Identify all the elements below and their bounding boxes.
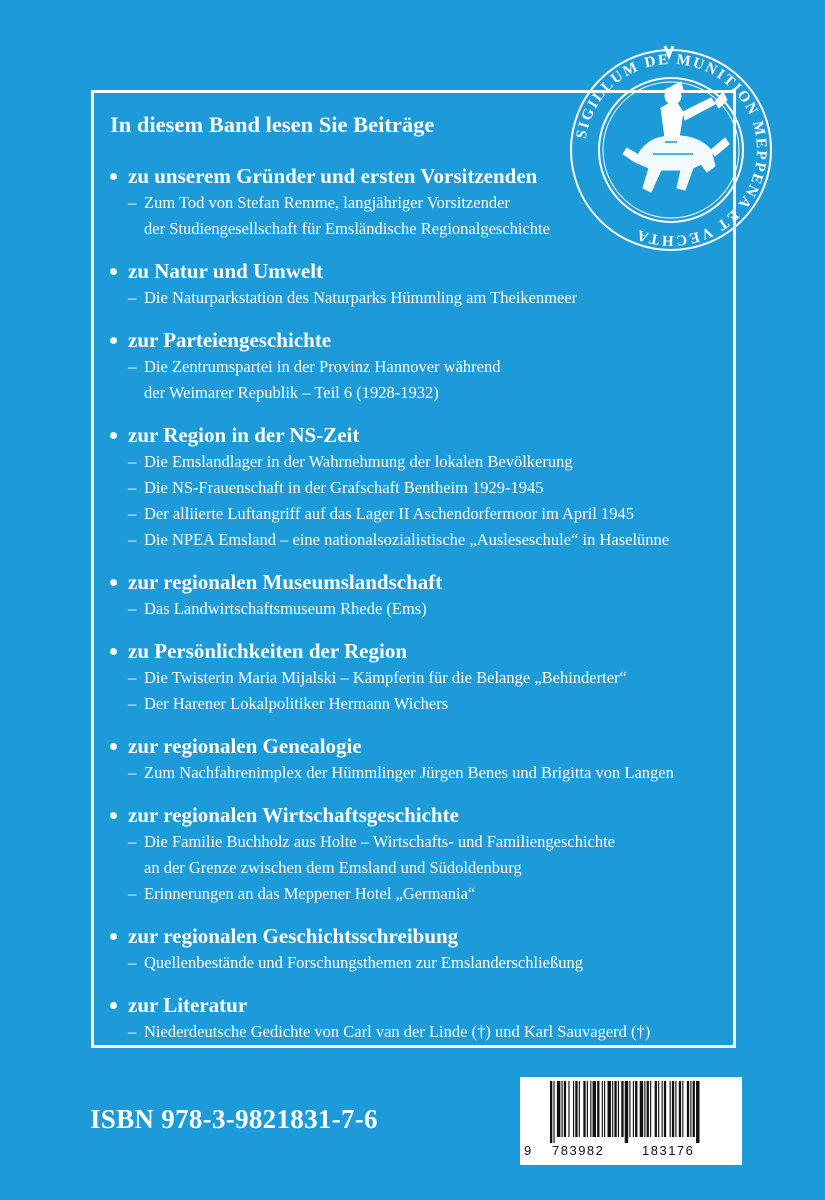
article-line: der Studiengesellschaft für Emsländische Regionalgeschichte [144,219,550,238]
section [110,257,740,311]
article-item [110,881,740,907]
section [110,801,740,907]
article-line: Der alliierte Luftangriff auf das Lager II Aschendorfermoor im April 1945 [144,504,634,523]
bullet-icon [110,173,117,180]
dash-marker: – [128,1022,137,1041]
dash-marker: – [128,884,137,903]
bullet-icon [110,648,117,655]
article-line: Quellenbestände und Forschungsthemen zur Emslanderschließung [144,953,583,972]
dash-marker: – [128,530,137,549]
section-title [110,568,740,596]
article-line: Die Zentrumspartei in der Provinz Hannover während [144,357,501,376]
article-line: Die Familie Buchholz aus Holte – Wirtschafts- und Familiengeschichte [144,832,616,851]
bullet-icon [110,1002,117,1009]
section-title-text: zur regionalen Geschichtsschreibung [128,924,459,948]
section [110,922,740,976]
article-line: Niederdeutsche Gedichte von Carl van der Linde (†) und Karl Sauvagerd (†) [144,1022,651,1041]
section [110,991,740,1045]
bullet-icon [110,812,117,819]
dash-marker: – [128,504,137,523]
section-title-text: zur Parteiengeschichte [128,328,332,352]
dash-marker: – [128,668,137,687]
barcode-group-left: 783982 [552,1143,605,1158]
article-line: Der Harener Lokalpolitiker Hermann Wichers [144,694,449,713]
bullet-icon [110,268,117,275]
article-item [110,950,740,976]
svg-text:SIGILLUM DE MUNITION MEPPENA E: SIGILLUM DE MUNITION MEPPENA ET VECHTA [573,51,770,249]
section-title-text: zur Literatur [128,993,248,1017]
section-title-text: zur regionalen Wirtschaftsgeschichte [128,803,459,827]
barcode-group-right: 183176 [642,1143,695,1158]
contents-list [110,112,740,1060]
article-line: Zum Tod von Stefan Remme, langjähriger Vorsitzender [144,193,510,212]
bullet-icon [110,743,117,750]
dash-marker: – [128,763,137,782]
section [110,732,740,786]
section-title [110,257,740,285]
article-item [110,665,740,691]
section-title-text: zu unserem Gründer und ersten Vorsitzenden [128,164,538,188]
section [110,326,740,406]
article-item [110,1019,740,1045]
bullet-icon [110,432,117,439]
section-title [110,991,740,1019]
bullet-icon [110,337,117,344]
article-item [110,829,740,881]
dash-marker: – [128,694,137,713]
isbn-label: ISBN 978-3-9821831-7-6 [90,1104,378,1134]
section-title [110,162,740,190]
dash-marker: – [128,953,137,972]
article-item [110,190,740,242]
article-item [110,691,740,717]
article-line: an der Grenze zwischen dem Emsland und Südoldenburg [144,858,522,877]
article-line: Das Landwirtschaftsmuseum Rhede (Ems) [144,599,427,618]
section-title [110,922,740,950]
section-title [110,421,740,449]
section-title [110,637,740,665]
dash-marker: – [128,288,137,307]
article-line: Die NPEA Emsland – eine nationalsozialistische „Ausleseschule“ in Haselünne [144,530,670,549]
article-item [110,449,740,475]
article-line: Die Naturparkstation des Naturparks Hümmling am Theikenmeer [144,288,578,307]
section-title-text: zur Region in der NS-Zeit [128,423,360,447]
article-item [110,596,740,622]
article-item [110,285,740,311]
section [110,637,740,717]
dash-marker: – [128,832,137,851]
article-line: Die Twisterin Maria Mijalski – Kämpferin für die Belange „Behinderter“ [144,668,627,687]
article-line: Die NS-Frauenschaft in der Grafschaft Bentheim 1929-1945 [144,478,544,497]
article-line: Zum Nachfahrenimplex der Hümmlinger Jürgen Benes und Brigitta von Langen [144,763,674,782]
dash-marker: – [128,478,137,497]
article-item [110,475,740,501]
section-title [110,326,740,354]
article-item [110,527,740,553]
article-line: Die Emslandlager in der Wahrnehmung der lokalen Bevölkerung [144,452,573,471]
article-item [110,760,740,786]
section-title-text: zur regionalen Museumslandschaft [128,570,443,594]
barcode [520,1077,742,1165]
article-item [110,354,740,406]
bullet-icon [110,933,117,940]
dash-marker: – [128,193,137,212]
barcode-digit-first: 9 [524,1143,533,1158]
dash-marker: – [128,452,137,471]
section-title [110,801,740,829]
section-title-text: zur regionalen Genealogie [128,734,362,758]
section [110,421,740,553]
section-title [110,732,740,760]
dash-marker: – [128,599,137,618]
barcode-bars [532,1081,730,1143]
article-item [110,501,740,527]
section [110,162,740,242]
intro-heading: In diesem Band lesen Sie Beiträge [110,112,435,137]
article-line: der Weimarer Republik – Teil 6 (1928-1932) [144,383,439,402]
section [110,568,740,622]
article-line: Erinnerungen an das Meppener Hotel „Germania“ [144,884,476,903]
bullet-icon [110,579,117,586]
section-title-text: zu Persönlichkeiten der Region [128,639,408,663]
section-title-text: zu Natur und Umwelt [128,259,324,283]
dash-marker: – [128,357,137,376]
